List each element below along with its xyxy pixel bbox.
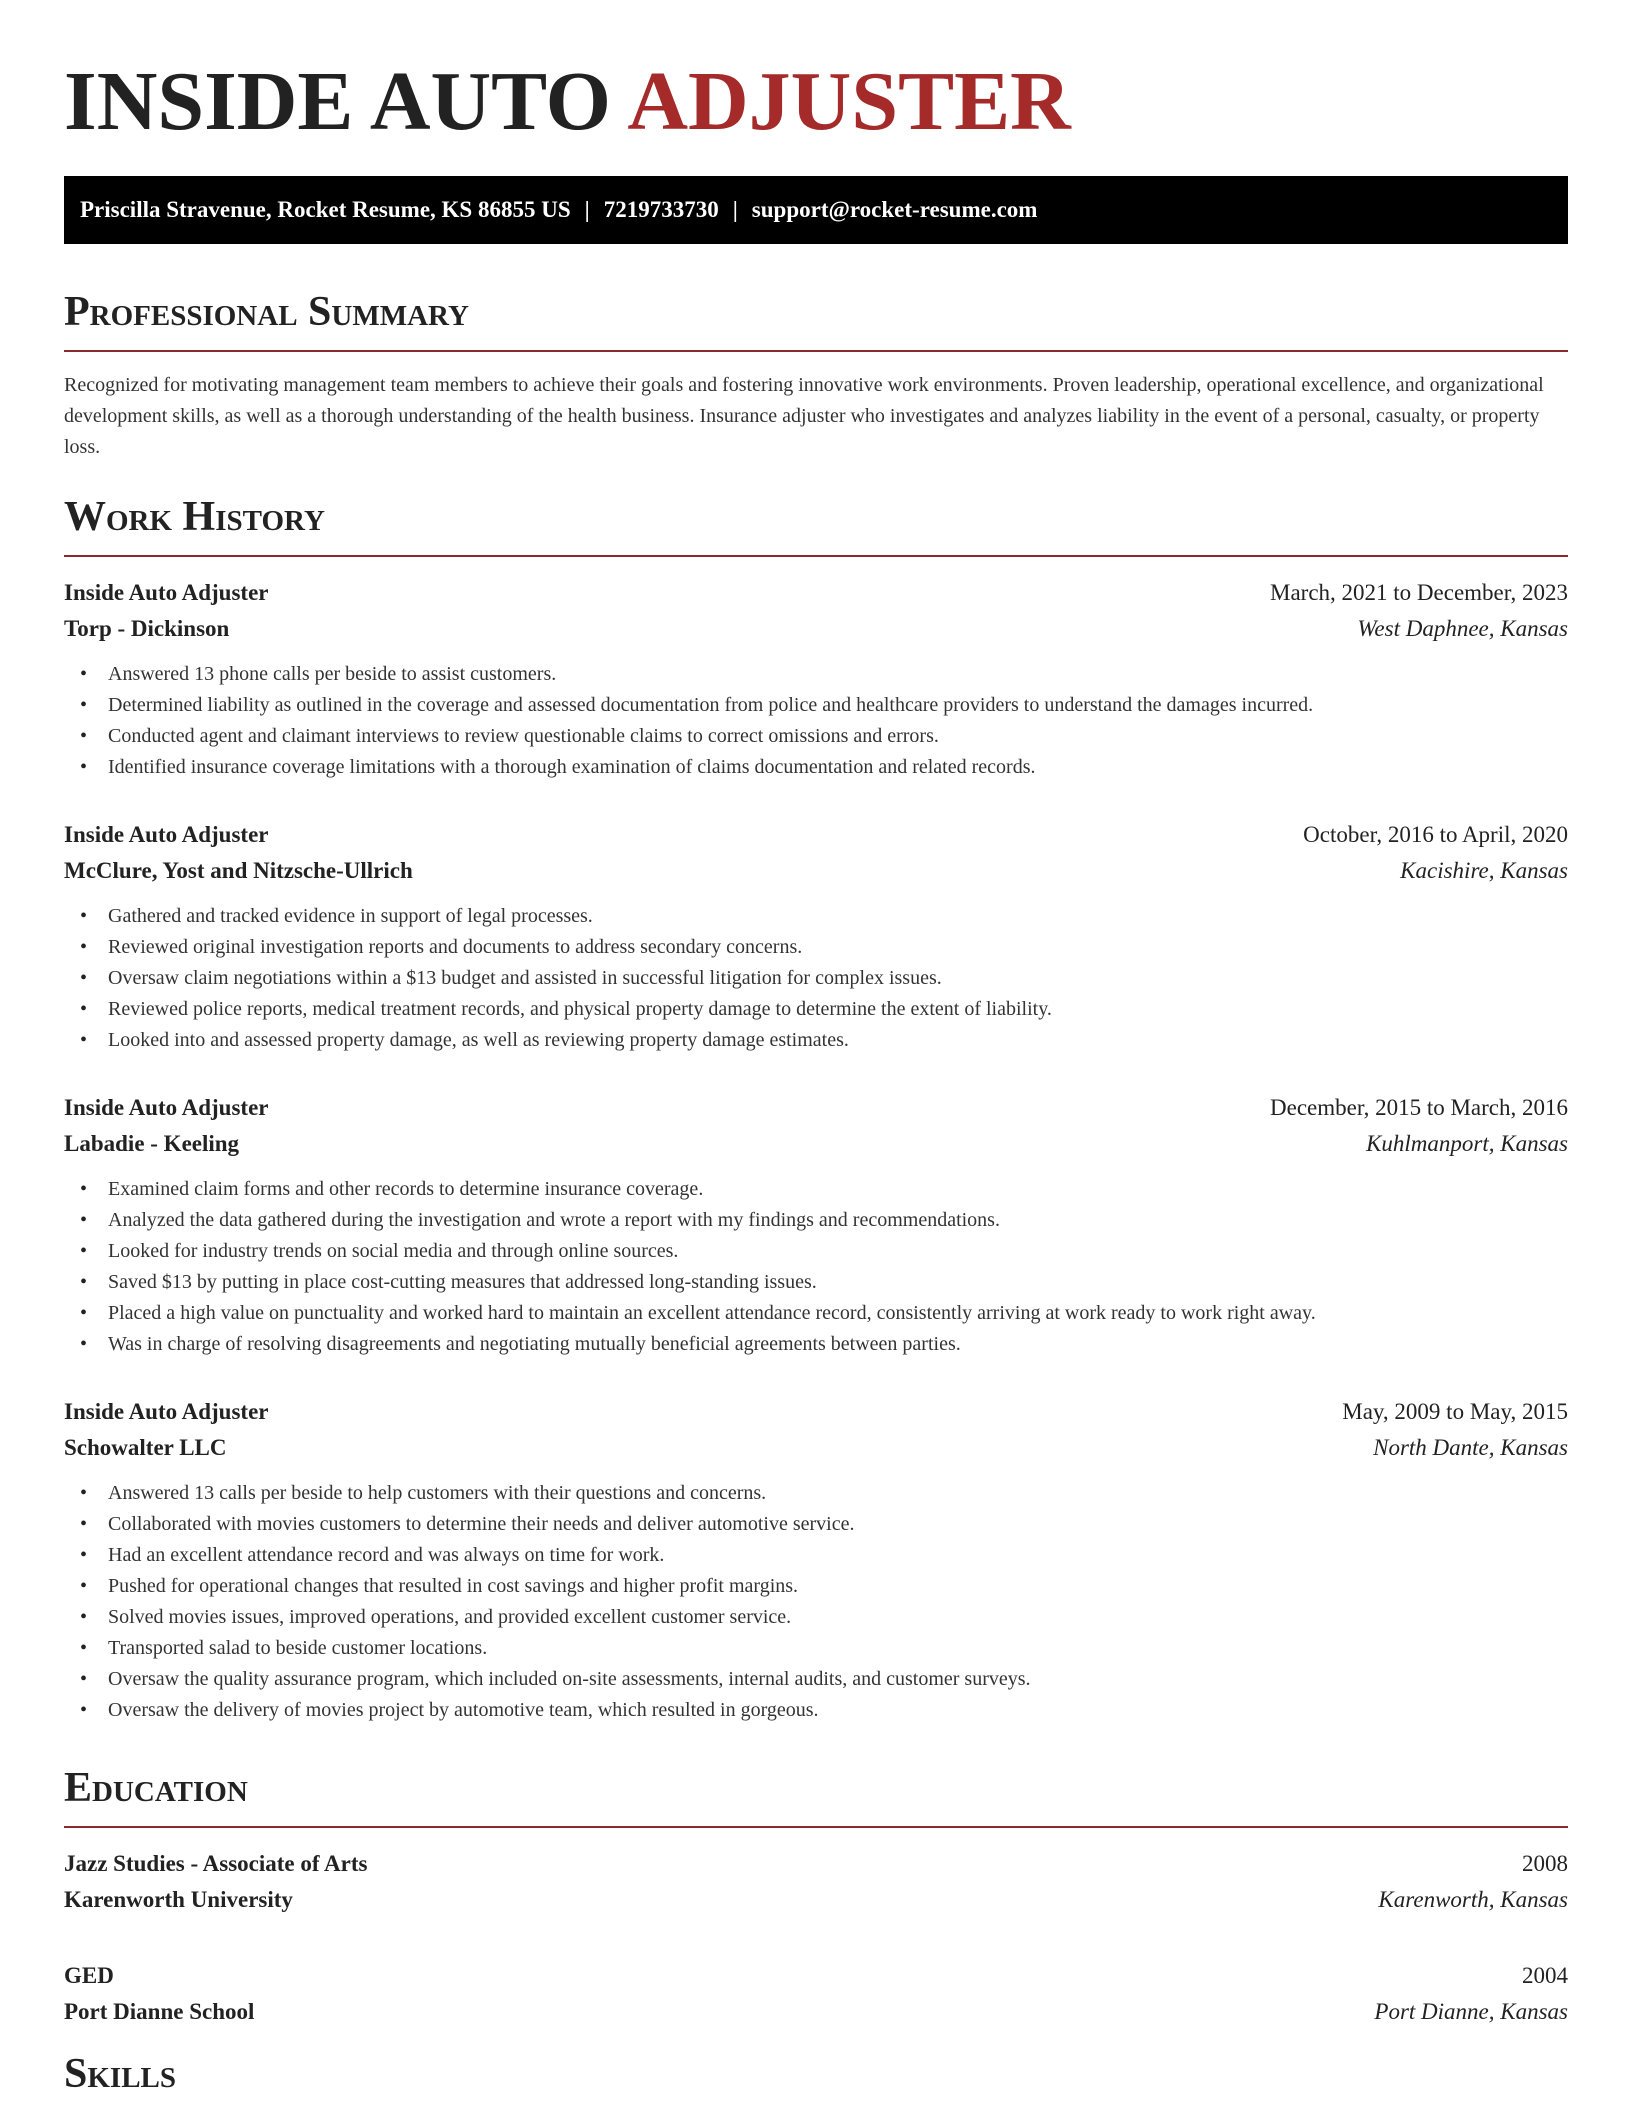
job-bullets [64, 1174, 1568, 1360]
list-item: • Had an excellent attendance record and was always on time for work. [64, 1540, 1568, 1571]
job-dates: October, 2016 to April, 2020 [1303, 822, 1568, 847]
education-degree: Jazz Studies - Associate of Arts [64, 1851, 368, 1876]
list-item: • Analyzed the data gathered during the investigation and wrote a report with my findings and recommendations. [64, 1205, 1568, 1236]
education-entry [64, 1846, 1568, 1918]
education-year: 2008 [1522, 1851, 1568, 1876]
education-location: Port Dianne, Kansas [1374, 1999, 1568, 2024]
education-degree: GED [64, 1963, 114, 1988]
job-title: Inside Auto Adjuster [64, 822, 269, 847]
job-company-row [64, 853, 1568, 889]
education-year: 2004 [1522, 1963, 1568, 1988]
job-company: McClure, Yost and Nitzsche-Ullrich [64, 858, 413, 883]
summary-text: Recognized for motivating management team members to achieve their goals and fostering innovative work environments. Proven leadership, operational excellence, and organizational development skills, as well as a thorough understanding of the health business. Insurance adjuster who investigates and analyzes liability in the event of a personal, casualty, or property loss. [64, 374, 1544, 458]
section-title-education: Education [64, 1765, 248, 1811]
contact-separator: | [732, 197, 738, 222]
list-item: • Pushed for operational changes that resulted in cost savings and higher profit margins. [64, 1571, 1568, 1602]
title-part-1: INSIDE AUTO [64, 55, 611, 148]
list-item: • Collaborated with movies customers to determine their needs and deliver automotive service. [64, 1509, 1568, 1540]
section-title-work-history: Work History [64, 494, 325, 540]
list-item: • Oversaw claim negotiations within a $13 budget and assisted in successful litigation for complex issues. [64, 963, 1568, 994]
list-item: • Answered 13 calls per beside to help customers with their questions and concerns. [64, 1478, 1568, 1509]
job-company: Schowalter LLC [64, 1435, 227, 1460]
list-item: • Saved $13 by putting in place cost-cutting measures that addressed long-standing issues. [64, 1267, 1568, 1298]
list-item: • Placed a high value on punctuality and worked hard to maintain an excellent attendance record, consistently arriving at work ready to work right away. [64, 1298, 1568, 1329]
list-item: • Gathered and tracked evidence in support of legal processes. [64, 901, 1568, 932]
section-divider [64, 555, 1568, 557]
job-bullets [64, 901, 1568, 1056]
job-dates: December, 2015 to March, 2016 [1270, 1095, 1568, 1120]
resume-content [64, 284, 1568, 2112]
section-title-skills: Skills [64, 2051, 177, 2097]
education-location: Karenworth, Kansas [1378, 1887, 1568, 1912]
list-item: • Solved movies issues, improved operations, and provided excellent customer service. [64, 1602, 1568, 1633]
education-school: Karenworth University [64, 1887, 293, 1912]
education-header-row [64, 1846, 1568, 1882]
list-item: • Oversaw the delivery of movies project by automotive team, which resulted in gorgeous. [64, 1695, 1568, 1726]
job-header-row [64, 1090, 1568, 1126]
education-entry [64, 1958, 1568, 2030]
job-location: North Dante, Kansas [1373, 1435, 1568, 1460]
job-location: Kacishire, Kansas [1400, 858, 1568, 883]
section-divider [64, 1826, 1568, 1828]
contact-email: support@rocket-resume.com [751, 197, 1038, 222]
list-item: • Answered 13 phone calls per beside to assist customers. [64, 659, 1568, 690]
list-item: • Looked into and assessed property damage, as well as reviewing property damage estimates. [64, 1025, 1568, 1056]
list-item: • Identified insurance coverage limitations with a thorough examination of claims documentation and related records. [64, 752, 1568, 783]
job-title: Inside Auto Adjuster [64, 580, 269, 605]
title-part-2: ADJUSTER [627, 55, 1071, 148]
job-dates: March, 2021 to December, 2023 [1270, 580, 1568, 605]
list-item: • Conducted agent and claimant interviews to review questionable claims to correct omissions and errors. [64, 721, 1568, 752]
job-dates: May, 2009 to May, 2015 [1342, 1399, 1568, 1424]
list-item: • Was in charge of resolving disagreements and negotiating mutually beneficial agreements between parties. [64, 1329, 1568, 1360]
job-location: West Daphnee, Kansas [1357, 616, 1568, 641]
job-title: Inside Auto Adjuster [64, 1095, 269, 1120]
section-divider [64, 350, 1568, 352]
list-item: • Transported salad to beside customer locations. [64, 1633, 1568, 1664]
job-bullets [64, 1478, 1568, 1726]
job-header-row [64, 1394, 1568, 1430]
job-title: Inside Auto Adjuster [64, 1399, 269, 1424]
job-entry [64, 1394, 1568, 1726]
list-item: • Oversaw the quality assurance program, which included on-site assessments, internal audits, and customer surveys. [64, 1664, 1568, 1695]
list-item: • Examined claim forms and other records to determine insurance coverage. [64, 1174, 1568, 1205]
education-school: Port Dianne School [64, 1999, 255, 2024]
education-school-row [64, 1994, 1568, 2030]
job-entry [64, 575, 1568, 783]
section-title-summary: Professional Summary [64, 289, 469, 335]
job-entry [64, 817, 1568, 1056]
list-item: • Reviewed police reports, medical treatment records, and physical property damage to determine the extent of liability. [64, 994, 1568, 1025]
job-company: Torp - Dickinson [64, 616, 230, 641]
job-location: Kuhlmanport, Kansas [1366, 1131, 1568, 1156]
resume-title [64, 52, 1071, 152]
contact-separator: | [584, 197, 590, 222]
job-header-row [64, 575, 1568, 611]
job-entry [64, 1090, 1568, 1360]
contact-bar [64, 176, 1568, 244]
job-company: Labadie - Keeling [64, 1131, 240, 1156]
job-company-row [64, 1126, 1568, 1162]
job-bullets [64, 659, 1568, 783]
list-item: • Determined liability as outlined in the coverage and assessed documentation from police and healthcare providers to understand the damages incurred. [64, 690, 1568, 721]
education-header-row [64, 1958, 1568, 1994]
education-school-row [64, 1882, 1568, 1918]
job-header-row [64, 817, 1568, 853]
contact-address: Priscilla Stravenue, Rocket Resume, KS 86855 US [80, 197, 571, 222]
job-company-row [64, 611, 1568, 647]
job-company-row [64, 1430, 1568, 1466]
list-item: • Reviewed original investigation reports and documents to address secondary concerns. [64, 932, 1568, 963]
list-item: • Looked for industry trends on social media and through online sources. [64, 1236, 1568, 1267]
contact-phone: 7219733730 [603, 197, 719, 222]
